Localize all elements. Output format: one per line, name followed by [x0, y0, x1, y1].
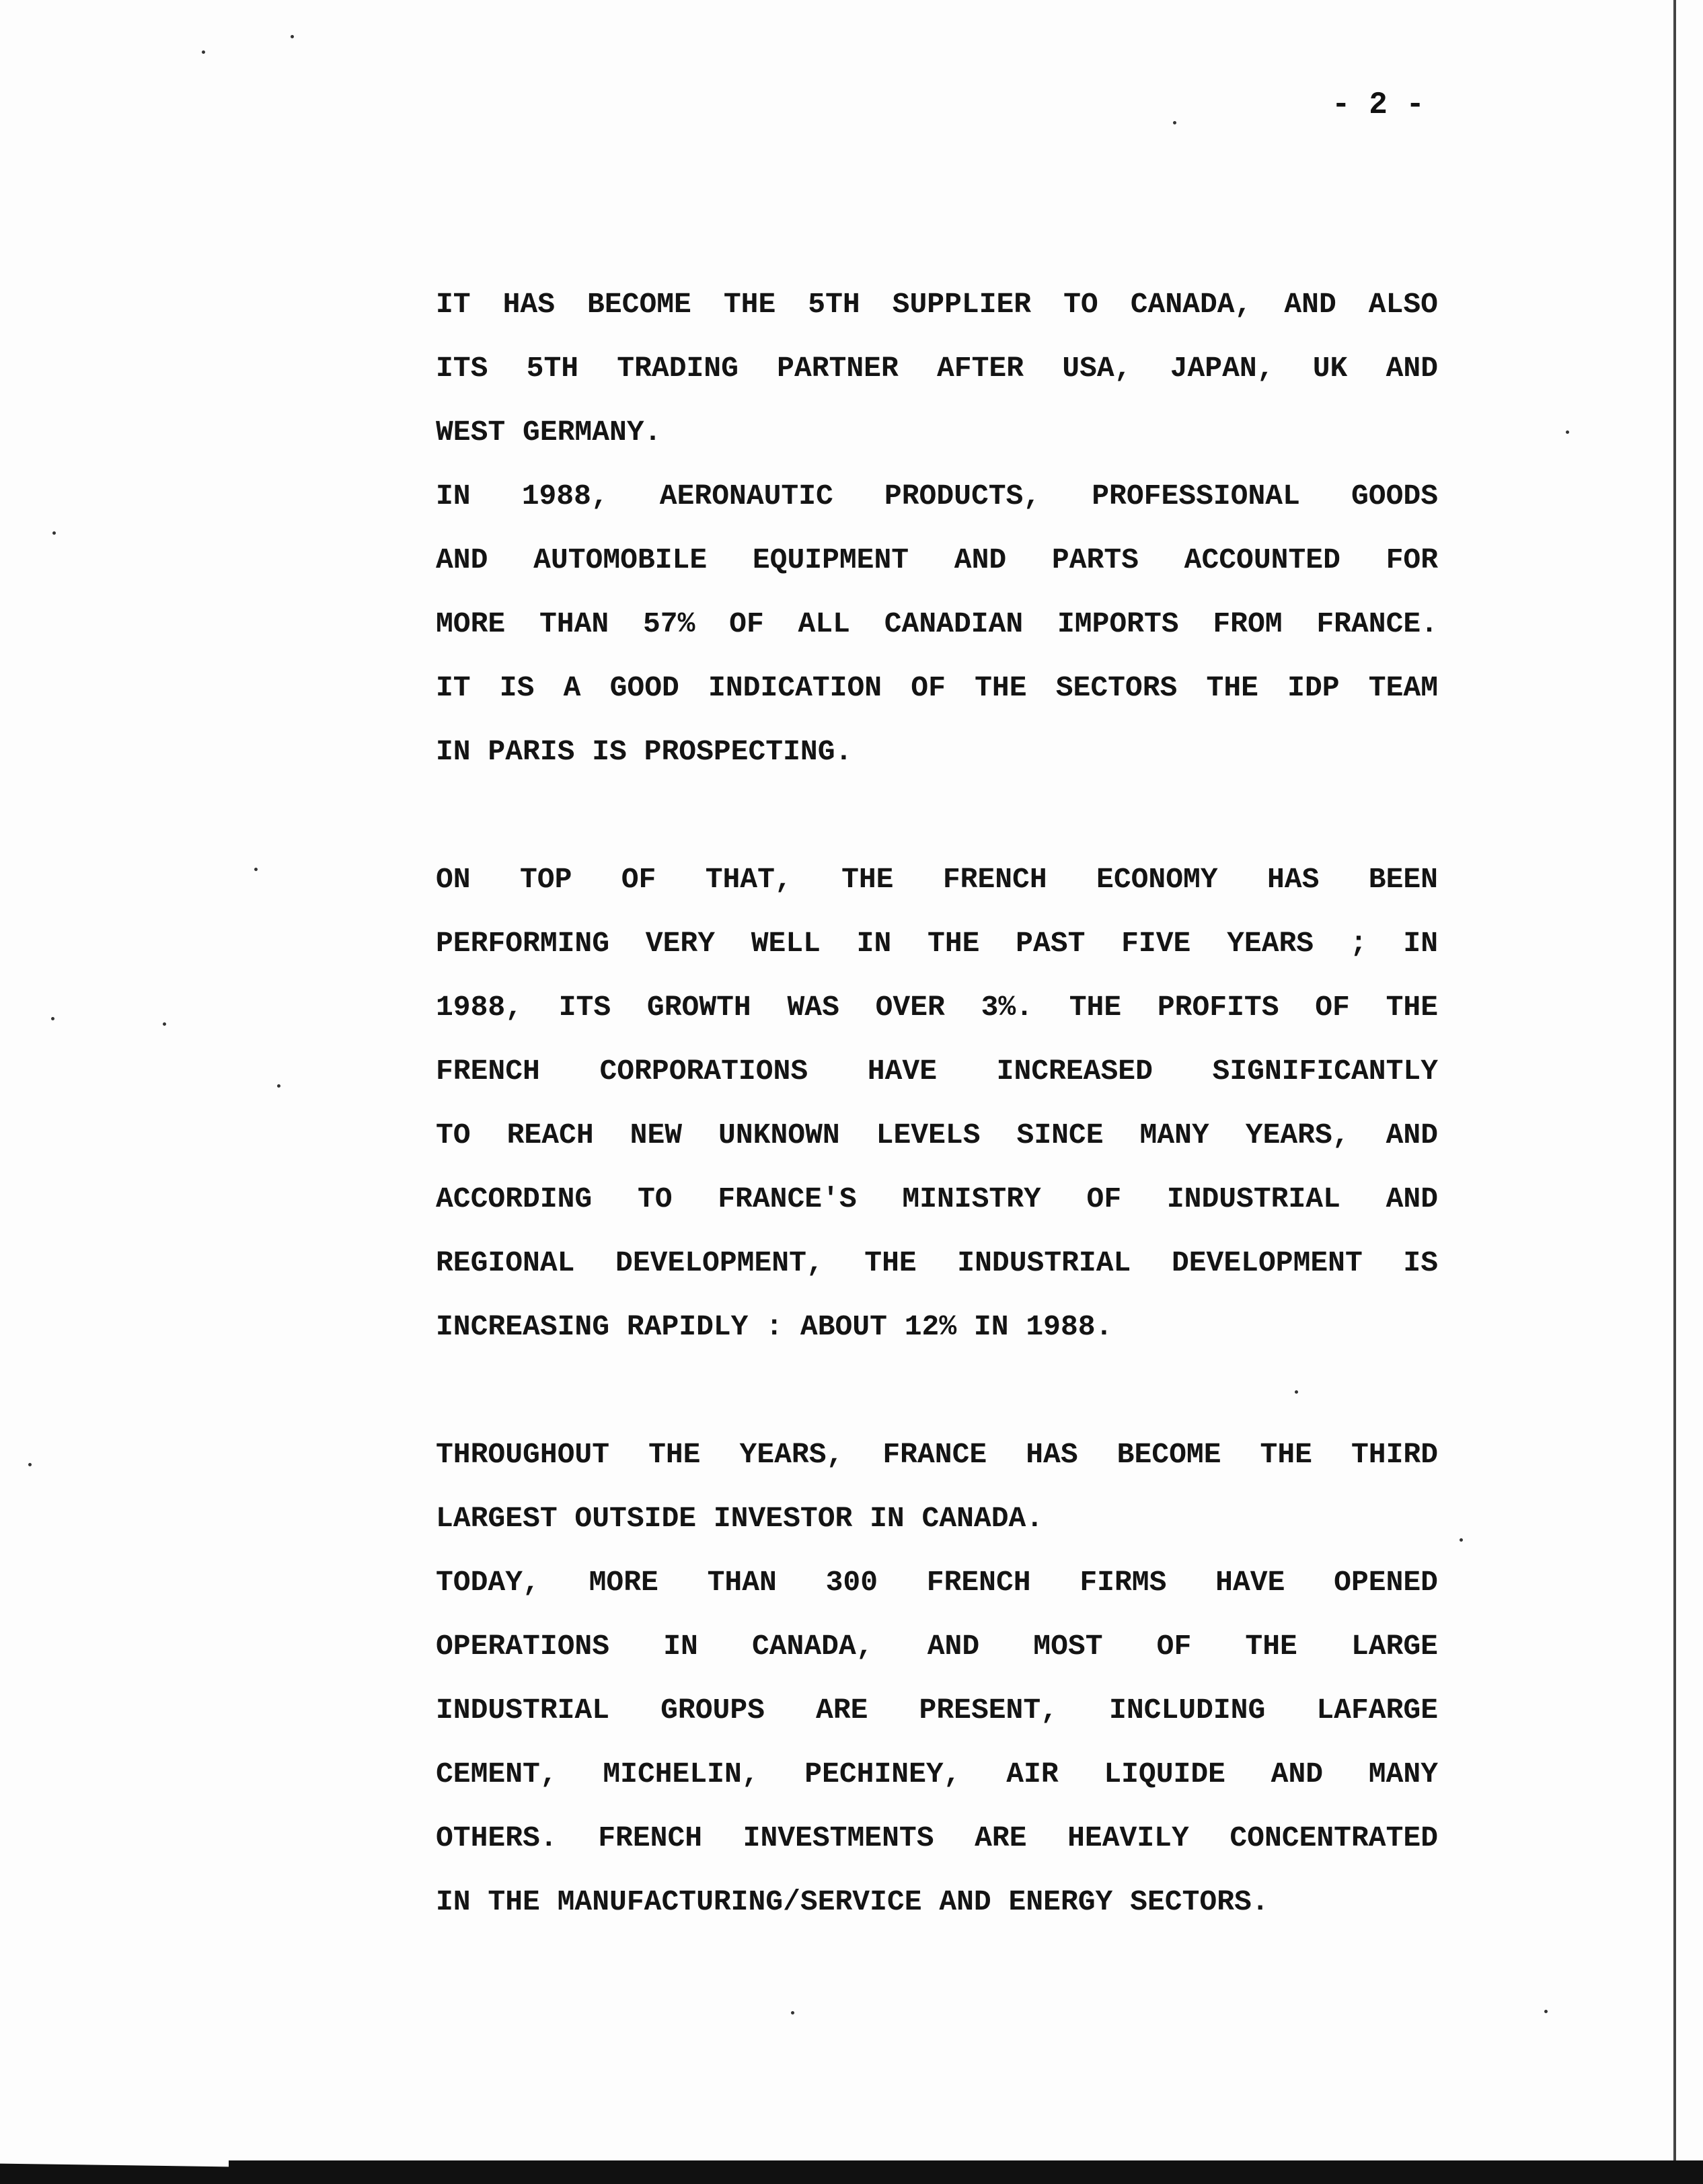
text-line: PERFORMING VERY WELL IN THE PAST FIVE YEARS ; IN	[436, 927, 1438, 960]
text-line: CEMENT, MICHELIN, PECHINEY, AIR LIQUIDE AND MANY	[436, 1758, 1438, 1791]
text-line: INDUSTRIAL GROUPS ARE PRESENT, INCLUDING LAFARGE	[436, 1694, 1438, 1727]
text-line: TODAY, MORE THAN 300 FRENCH FIRMS HAVE OPENED	[436, 1566, 1438, 1599]
text-line: IN PARIS IS PROSPECTING.	[436, 735, 853, 768]
text-line: AND AUTOMOBILE EQUIPMENT AND PARTS ACCOUNTED FOR	[436, 543, 1438, 576]
text-line: IN 1988, AERONAUTIC PRODUCTS, PROFESSIONAL GOODS	[436, 480, 1438, 513]
scan-speck	[291, 35, 294, 38]
scan-speck	[1566, 430, 1569, 434]
paragraph-2	[436, 464, 1438, 784]
text-line: IT IS A GOOD INDICATION OF THE SECTORS THE IDP TEAM	[436, 671, 1438, 704]
scan-speck	[254, 868, 258, 871]
text-line: TO REACH NEW UNKNOWN LEVELS SINCE MANY YEARS, AND	[436, 1119, 1438, 1152]
text-line: ITS 5TH TRADING PARTNER AFTER USA, JAPAN, UK AND	[436, 352, 1438, 385]
text-line: IT HAS BECOME THE 5TH SUPPLIER TO CANADA, AND ALSO	[436, 288, 1438, 321]
text-line: REGIONAL DEVELOPMENT, THE INDUSTRIAL DEVELOPMENT IS	[436, 1246, 1438, 1279]
scan-speck	[51, 1017, 54, 1020]
text-line: OTHERS. FRENCH INVESTMENTS ARE HEAVILY CONCENTRATED	[436, 1821, 1438, 1854]
scan-speck	[1173, 121, 1176, 124]
paragraph-gap	[436, 1359, 1438, 1423]
paragraph-1	[436, 272, 1438, 464]
document-body	[436, 272, 1438, 1934]
scan-edge-right	[1673, 0, 1676, 2184]
text-line: MORE THAN 57% OF ALL CANADIAN IMPORTS FROM FRANCE.	[436, 607, 1438, 640]
text-line: LARGEST OUTSIDE INVESTOR IN CANADA.	[436, 1502, 1044, 1535]
paragraph-gap	[436, 784, 1438, 848]
paragraph-3	[436, 848, 1438, 1359]
scan-speck	[1295, 1390, 1298, 1394]
scan-speck	[202, 50, 205, 54]
scan-edge-bottom	[0, 2160, 1703, 2184]
page-number: - 2 -	[1332, 87, 1425, 122]
paragraph-5	[436, 1550, 1438, 1934]
text-line: FRENCH CORPORATIONS HAVE INCREASED SIGNIFICANTLY	[436, 1055, 1438, 1088]
text-line: ON TOP OF THAT, THE FRENCH ECONOMY HAS BEEN	[436, 863, 1438, 896]
text-line: THROUGHOUT THE YEARS, FRANCE HAS BECOME THE THIRD	[436, 1438, 1438, 1471]
text-line: INCREASING RAPIDLY : ABOUT 12% IN 1988.	[436, 1310, 1113, 1343]
text-line: ACCORDING TO FRANCE'S MINISTRY OF INDUSTRIAL AND	[436, 1182, 1438, 1215]
text-line: WEST GERMANY.	[436, 416, 662, 449]
scan-speck	[1544, 2010, 1548, 2013]
scan-speck	[52, 531, 56, 535]
scan-speck	[277, 1084, 280, 1088]
text-line: IN THE MANUFACTURING/SERVICE AND ENERGY SECTORS.	[436, 1885, 1269, 1918]
paragraph-4	[436, 1423, 1438, 1550]
scan-speck	[163, 1022, 166, 1026]
scan-speck	[1460, 1538, 1463, 1542]
scan-speck	[28, 1463, 32, 1466]
text-line: 1988, ITS GROWTH WAS OVER 3%. THE PROFITS OF THE	[436, 991, 1438, 1024]
text-line: OPERATIONS IN CANADA, AND MOST OF THE LARGE	[436, 1630, 1438, 1663]
scan-speck	[791, 2011, 794, 2014]
